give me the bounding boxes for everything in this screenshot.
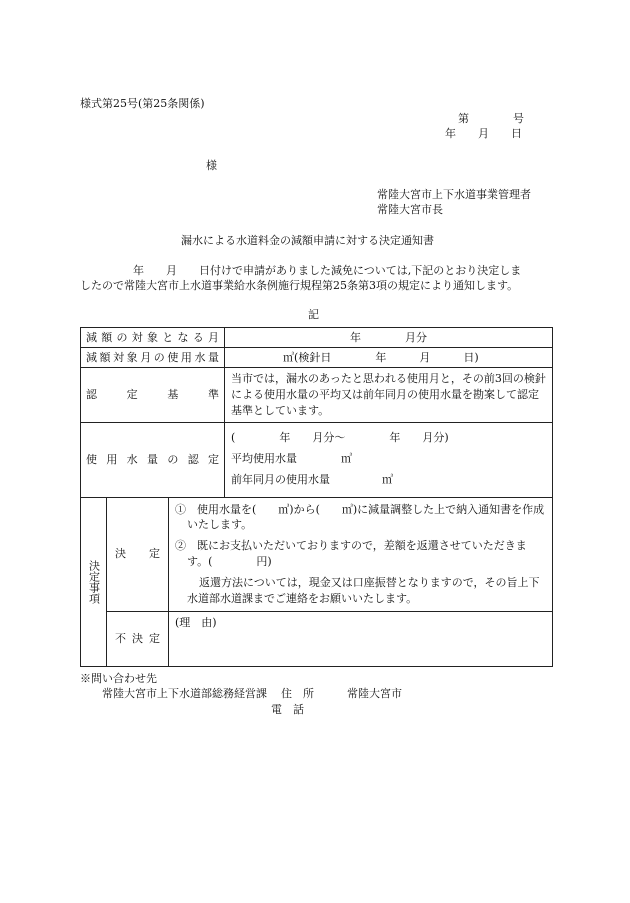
addressee-suffix: 様 (206, 159, 217, 172)
avg-usage-label: 平均使用水量 (231, 452, 298, 466)
criteria-text: 当市では，漏水のあったと思われる使用月と，その前3回の検針による使用水量の平均又は前年同月の使用水量を勘案して認定基準としています。 (231, 372, 546, 417)
ki-mark: 記 (308, 308, 319, 321)
document-title: 漏水による水道料金の減額申請に対する決定通知書 (181, 234, 434, 247)
value-target-month: 年 月分 (225, 328, 553, 348)
row-usage (81, 348, 553, 368)
value-criteria (225, 368, 553, 423)
row-not-decided (81, 611, 553, 666)
label-target-month: 減額の対象となる月 (81, 328, 225, 348)
label-not-decided: 不決定 (107, 611, 169, 666)
intro-line-1: 年 月 日付けで申請がありました減免については,下記のとおり決定しま (133, 264, 522, 277)
document-number: 第 号 (458, 112, 524, 125)
contact-address-value: 常陸大宮市 (347, 687, 402, 700)
usage-unit: ㎥ (283, 350, 295, 364)
prev-year-usage-unit: ㎥ (382, 473, 394, 487)
avg-usage-unit: ㎥ (341, 452, 353, 466)
form-number: 様式第25号(第25条関係) (80, 97, 205, 110)
not-decided-reason: (理 由) (175, 615, 217, 629)
contact-address-label: 住 所 (281, 687, 314, 700)
value-not-decided (169, 611, 553, 666)
decided-item-3: 返還方法については，現金又は口座振替となりますので，その旨上下水道部水道課までご連絡をお願いいたします。 (187, 576, 540, 606)
row-recognition (81, 422, 553, 497)
value-decided (169, 497, 553, 611)
contact-phone-label: 電 話 (271, 703, 304, 716)
label-decided: 決定 (107, 497, 169, 611)
label-decision-group (81, 497, 107, 666)
issue-date: 年 月 日 (445, 127, 522, 140)
decided-item-2: ② 既にお支払いただいておりますので，差額を返還させていただきます。( 円) (175, 539, 527, 569)
value-recognition (225, 422, 553, 497)
label-recognition: 使用水量の認定 (81, 422, 225, 497)
decision-group-text: 決定事項 (87, 559, 101, 604)
sender-line-1: 常陸大宮市上下水道事業管理者 (377, 188, 531, 201)
value-usage (225, 348, 553, 368)
decision-table (80, 327, 553, 667)
row-decided (81, 497, 553, 611)
sender-line-2: 常陸大宮市長 (377, 203, 443, 216)
label-criteria: 認定基準 (81, 368, 225, 423)
contact-heading: ※問い合わせ先 (80, 672, 157, 685)
decided-item-1: ① 使用水量を( ㎥)から( ㎥)に減量調整した上で納入通知書を作成いたします。 (175, 502, 545, 532)
recognition-period: ( 年 月分〜 年 月分) (231, 431, 449, 445)
contact-department: 常陸大宮市上下水道部総務経営課 (102, 687, 267, 700)
prev-year-usage-label: 前年同月の使用水量 (231, 473, 331, 487)
label-usage: 減額対象月の使用水量 (81, 348, 225, 368)
row-target-month (81, 328, 553, 348)
usage-reading-date: (検針日 年 月 日) (294, 350, 479, 364)
intro-line-2: したので常陸大宮市上水道事業給水条例施行規程第25条第3項の規定により通知します。 (80, 279, 519, 292)
row-criteria (81, 368, 553, 423)
